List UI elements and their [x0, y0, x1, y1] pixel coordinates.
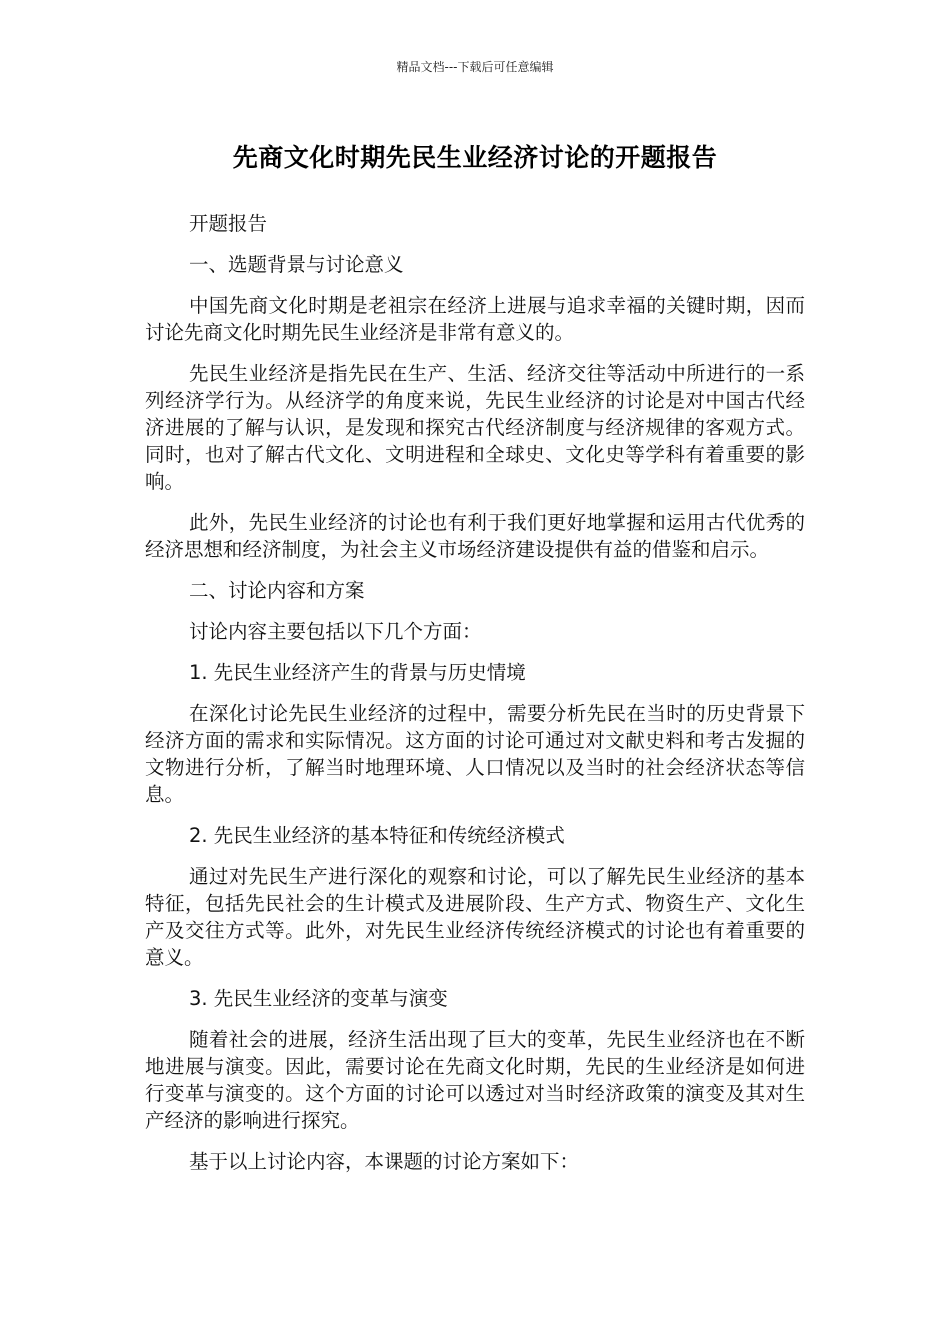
paragraph: 随着社会的进展，经济生活出现了巨大的变革，先民生业经济也在不断地进展与演变。因此，需要讨论在先商文化时期，先民的生业经济是如何进行变革与演变的。这个方面的讨论可以透过对当时经济政策的演变及其对生产经济的影响进行探究。: [145, 1028, 805, 1132]
section-heading-content: 二、讨论内容和方案: [189, 579, 365, 602]
document-body: [145, 210, 805, 1189]
paragraph: 中国先商文化时期是老祖宗在经济上进展与追求幸福的关键时期，因而讨论先商文化时期先民生业经济是非常有意义的。: [145, 294, 805, 344]
paragraph: 讨论内容主要包括以下几个方面：: [189, 620, 482, 643]
paragraph: 此外，先民生业经济的讨论也有利于我们更好地掌握和运用古代优秀的经济思想和经济制度，为社会主义市场经济建设提供有益的借鉴和启示。: [145, 511, 805, 561]
subheading-3: 3. 先民生业经济的变革与演变: [189, 987, 448, 1010]
section-heading-background: 一、选题背景与讨论意义: [189, 253, 404, 276]
paragraph: 先民生业经济是指先民在生产、生活、经济交往等活动中所进行的一系列经济学行为。从经济学的角度来说，先民生业经济的讨论是对中国古代经济进展的了解与认识，是发现和探究古代经济制度与经济规律的客观方式。同时，也对了解古代文化、文明进程和全球史、文化史等学科有着重要的影响。: [145, 362, 805, 493]
header-note: 精品文档---下载后可任意编辑: [396, 60, 554, 74]
subheading-2: 2. 先民生业经济的基本特征和传统经济模式: [189, 824, 565, 847]
paragraph: 基于以上讨论内容，本课题的讨论方案如下：: [189, 1150, 580, 1173]
subheading-1: 1. 先民生业经济产生的背景与历史情境: [189, 661, 526, 684]
paragraph: 在深化讨论先民生业经济的过程中，需要分析先民在当时的历史背景下经济方面的需求和实际情况。这方面的讨论可通过对文献史料和考古发掘的文物进行分析，了解当时地理环境、人口情况以及当时的社会经济状态等信息。: [145, 702, 805, 806]
paragraph: 通过对先民生产进行深化的观察和讨论，可以了解先民生业经济的基本特征，包括先民社会的生计模式及进展阶段、生产方式、物资生产、文化生产及交往方式等。此外，对先民生业经济传统经济模式的讨论也有着重要的意义。: [145, 865, 805, 969]
document-title: 先商文化时期先民生业经济讨论的开题报告: [232, 143, 718, 172]
paragraph-report-label: 开题报告: [189, 212, 268, 235]
